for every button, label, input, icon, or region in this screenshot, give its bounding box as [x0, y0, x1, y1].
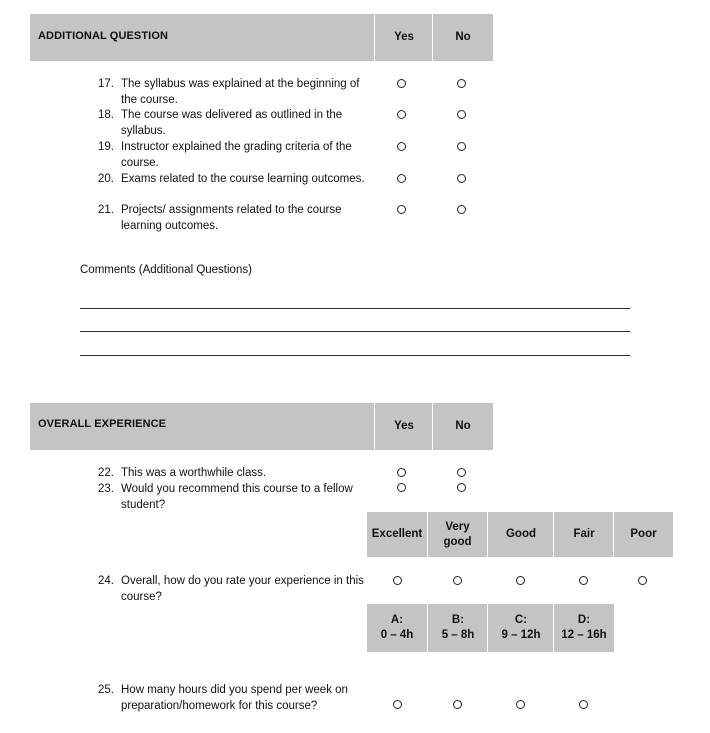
question-number: 25.	[98, 684, 114, 696]
question-text: The syllabus was explained at the beginning of the course.	[121, 78, 360, 106]
question-21	[98, 202, 368, 234]
q18-no-radio[interactable]	[457, 110, 466, 119]
q22-yes-radio[interactable]	[397, 468, 406, 477]
question-text: Exams related to the course learning outcomes.	[121, 173, 365, 185]
comment-line-2[interactable]	[80, 331, 630, 332]
comment-line-1[interactable]	[80, 308, 630, 309]
rating-header-good: Good	[487, 512, 554, 557]
q17-yes-radio[interactable]	[397, 79, 406, 88]
q21-yes-radio[interactable]	[397, 205, 406, 214]
additional-section-header	[30, 14, 374, 61]
hours-d-letter: D:	[577, 614, 591, 626]
q23-no-radio[interactable]	[457, 483, 466, 492]
question-number: 18.	[98, 109, 114, 121]
hours-a-letter: A:	[390, 614, 404, 626]
q23-yes-radio[interactable]	[397, 483, 406, 492]
question-25	[98, 682, 368, 714]
hours-d-range: 12 – 16h	[561, 629, 607, 641]
q25-b-radio[interactable]	[453, 700, 462, 709]
question-text: This was a worthwhile class.	[121, 467, 267, 479]
question-number: 24.	[98, 575, 114, 587]
hours-header-d	[553, 604, 614, 652]
question-text: Overall, how do you rate your experience in this course?	[121, 575, 364, 603]
hours-header-a	[367, 604, 427, 652]
hours-header-c	[487, 604, 554, 652]
q25-a-radio[interactable]	[393, 700, 402, 709]
question-text: The course was delivered as outlined in the syllabus.	[121, 109, 343, 137]
q25-c-radio[interactable]	[516, 700, 525, 709]
overall-yes-header: Yes	[374, 403, 433, 450]
q22-no-radio[interactable]	[457, 468, 466, 477]
question-23	[98, 481, 368, 513]
rating-header-fair: Fair	[553, 512, 614, 557]
question-17	[98, 76, 368, 108]
hours-header-b	[427, 604, 488, 652]
q25-d-radio[interactable]	[579, 700, 588, 709]
question-24	[98, 573, 368, 605]
question-text: Projects/ assignments related to the course learning outcomes.	[121, 204, 342, 232]
comment-line-3[interactable]	[80, 355, 630, 356]
q19-no-radio[interactable]	[457, 142, 466, 151]
question-18	[98, 107, 368, 139]
overall-section-title: OVERALL EXPERIENCE	[38, 418, 167, 430]
hours-c-letter: C:	[514, 614, 528, 626]
rating-header-very-good: Very good	[427, 512, 487, 557]
hours-c-range: 9 – 12h	[501, 629, 541, 641]
question-20	[98, 171, 368, 187]
question-22	[98, 465, 368, 481]
question-number: 19.	[98, 141, 114, 153]
q20-yes-radio[interactable]	[397, 174, 406, 183]
comments-label: Comments (Additional Questions)	[80, 264, 252, 276]
question-number: 23.	[98, 483, 114, 495]
q24-poor-radio[interactable]	[638, 576, 647, 585]
q17-no-radio[interactable]	[457, 79, 466, 88]
q24-fair-radio[interactable]	[579, 576, 588, 585]
question-number: 22.	[98, 467, 114, 479]
question-number: 20.	[98, 173, 114, 185]
question-text: Instructor explained the grading criteria of the course.	[121, 141, 352, 169]
q24-very-good-radio[interactable]	[453, 576, 462, 585]
overall-no-header: No	[432, 403, 493, 450]
question-number: 21.	[98, 204, 114, 216]
rating-header-poor: Poor	[613, 512, 673, 557]
additional-yes-header: Yes	[374, 14, 433, 61]
question-text: How many hours did you spend per week on preparation/homework for this course?	[121, 684, 348, 712]
question-19	[98, 139, 368, 171]
additional-no-header: No	[432, 14, 493, 61]
additional-section-title: ADDITIONAL QUESTION	[38, 30, 169, 42]
hours-a-range: 0 – 4h	[380, 629, 414, 641]
q24-good-radio[interactable]	[516, 576, 525, 585]
q20-no-radio[interactable]	[457, 174, 466, 183]
overall-section-header	[30, 403, 374, 450]
question-number: 17.	[98, 78, 114, 90]
q21-no-radio[interactable]	[457, 205, 466, 214]
q24-excellent-radio[interactable]	[393, 576, 402, 585]
hours-b-letter: B:	[451, 614, 465, 626]
rating-header-excellent: Excellent	[367, 512, 427, 557]
question-text: Would you recommend this course to a fellow student?	[121, 483, 353, 511]
q18-yes-radio[interactable]	[397, 110, 406, 119]
q19-yes-radio[interactable]	[397, 142, 406, 151]
hours-b-range: 5 – 8h	[441, 629, 475, 641]
